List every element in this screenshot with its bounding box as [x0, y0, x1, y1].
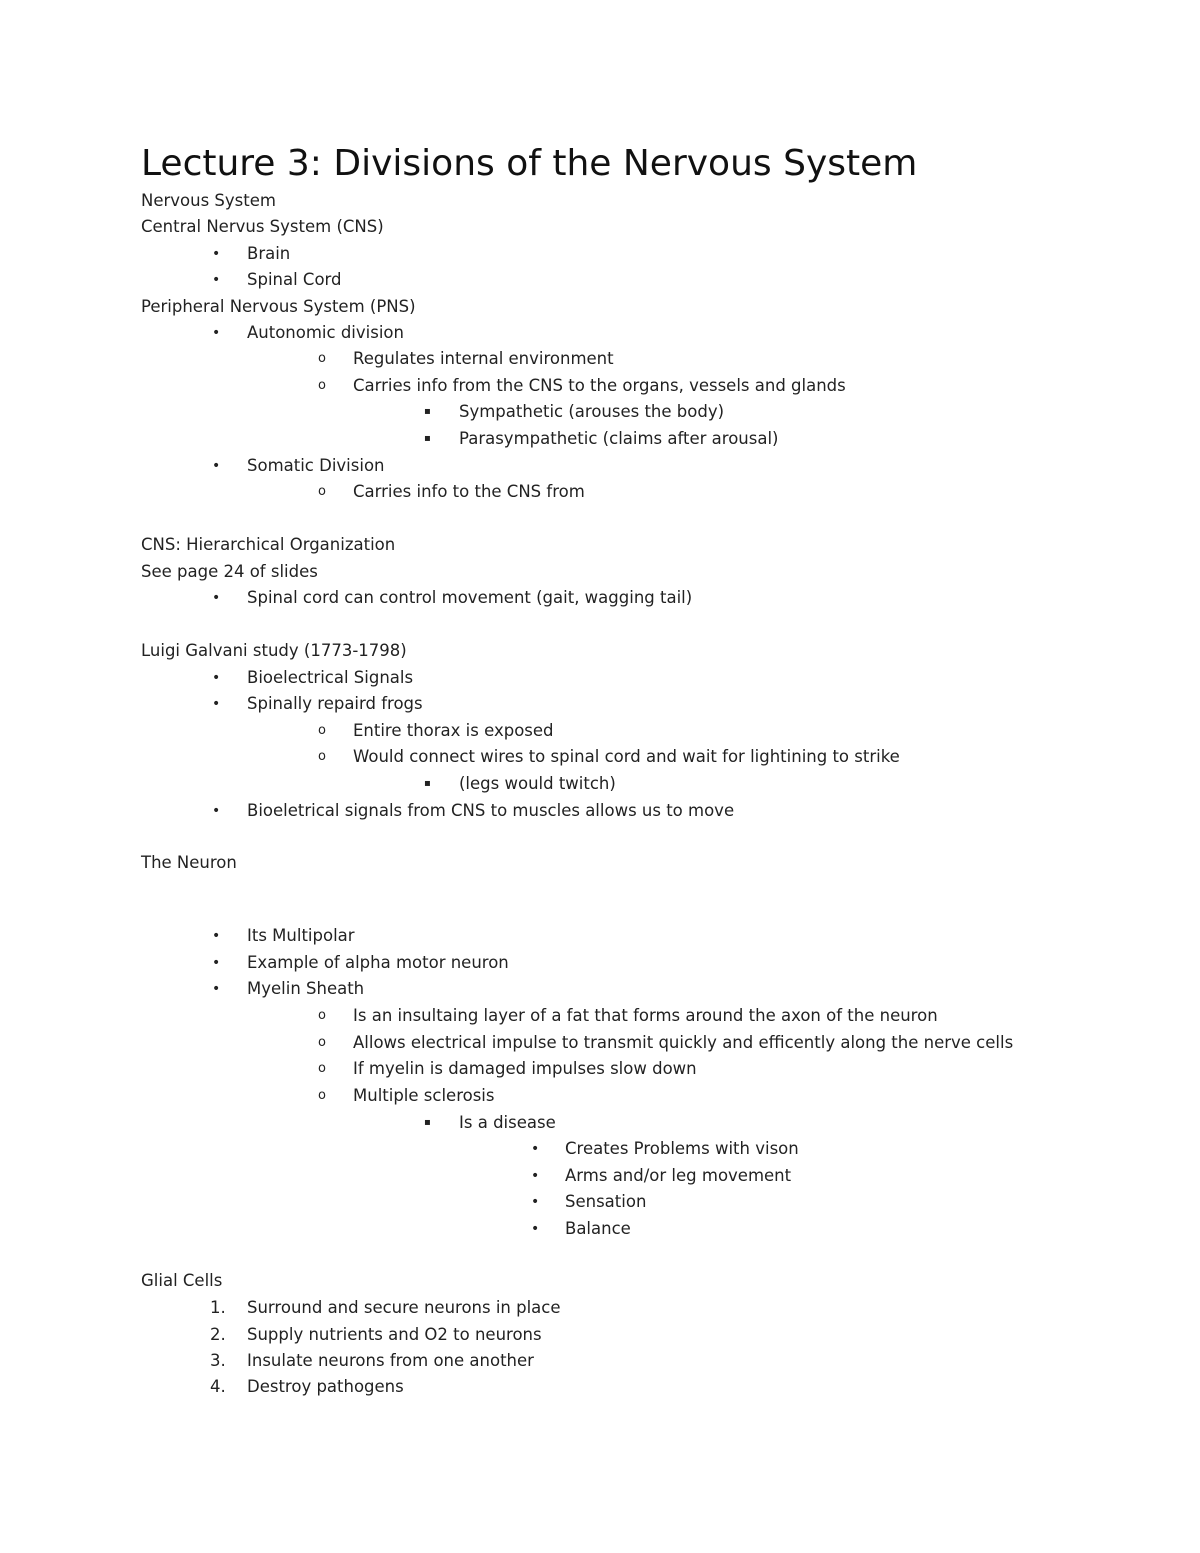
line-text: Central Nervus System (CNS)	[141, 217, 384, 236]
section-heading	[0, 561, 1200, 583]
line-text: Autonomic division	[247, 323, 404, 342]
list-item	[0, 375, 1200, 397]
line-text: If myelin is damaged impulses slow down	[353, 1059, 697, 1078]
list-item	[0, 1297, 1200, 1319]
list-item	[0, 1324, 1200, 1346]
list-item	[0, 1218, 1200, 1240]
bullet-marker: •	[531, 1168, 540, 1184]
line-text: Example of alpha motor neuron	[247, 953, 509, 972]
bullet-marker: o	[318, 1008, 326, 1023]
list-item	[0, 322, 1200, 344]
list-item	[0, 720, 1200, 742]
bullet-marker: •	[212, 955, 221, 971]
line-text: Destroy pathogens	[247, 1377, 404, 1396]
line-text: Carries info from the CNS to the organs, vessels and glands	[353, 376, 846, 395]
list-item	[0, 746, 1200, 768]
line-text: Allows electrical impulse to transmit quickly and efficently along the nerve cells	[353, 1033, 1014, 1052]
list-number: 3.	[210, 1351, 226, 1370]
line-text: CNS: Hierarchical Organization	[141, 535, 396, 554]
line-text: Multiple sclerosis	[353, 1086, 495, 1105]
bullet-marker: •	[212, 670, 221, 686]
line-text: Insulate neurons from one another	[247, 1351, 534, 1370]
section-heading	[0, 852, 1200, 874]
list-item	[0, 1032, 1200, 1054]
line-text: (legs would twitch)	[459, 774, 616, 793]
bullet-marker: o	[318, 351, 326, 366]
line-text: Arms and/or leg movement	[565, 1166, 792, 1185]
list-item	[0, 693, 1200, 715]
list-item	[0, 243, 1200, 265]
line-text: Supply nutrients and O2 to neurons	[247, 1325, 542, 1344]
bullet-marker: ▪	[424, 1117, 431, 1128]
bullet-marker: ▪	[424, 778, 431, 789]
line-text: Is a disease	[459, 1113, 556, 1132]
list-item	[0, 481, 1200, 503]
list-item	[0, 800, 1200, 822]
list-item	[0, 773, 1200, 795]
line-text: Carries info to the CNS from	[353, 482, 585, 501]
line-text: Entire thorax is exposed	[353, 721, 554, 740]
bullet-marker: •	[212, 803, 221, 819]
line-text: Luigi Galvani study (1773-1798)	[141, 641, 407, 660]
line-text: Is an insultaing layer of a fat that forms around the axon of the neuron	[353, 1006, 938, 1025]
list-number: 4.	[210, 1377, 226, 1396]
page-title: Lecture 3: Divisions of the Nervous System	[141, 143, 918, 184]
line-text: Would connect wires to spinal cord and wait for lightining to strike	[353, 747, 900, 766]
bullet-marker: •	[212, 272, 221, 288]
section-heading	[0, 534, 1200, 556]
list-item	[0, 1376, 1200, 1398]
line-text: Parasympathetic (claims after arousal)	[459, 429, 779, 448]
list-item	[0, 925, 1200, 947]
bullet-marker: o	[318, 723, 326, 738]
bullet-marker: •	[212, 325, 221, 341]
list-item	[0, 1058, 1200, 1080]
line-text: Nervous System	[141, 191, 276, 210]
section-heading	[0, 640, 1200, 662]
line-text: Brain	[247, 244, 291, 263]
list-item	[0, 1005, 1200, 1027]
bullet-marker: o	[318, 1088, 326, 1103]
list-item	[0, 1085, 1200, 1107]
line-text: Creates Problems with vison	[565, 1139, 799, 1158]
list-item	[0, 1138, 1200, 1160]
line-text: Spinal cord can control movement (gait, wagging tail)	[247, 588, 693, 607]
line-text: Somatic Division	[247, 456, 385, 475]
list-item	[0, 348, 1200, 370]
list-item	[0, 269, 1200, 291]
line-text: Surround and secure neurons in place	[247, 1298, 561, 1317]
list-item	[0, 667, 1200, 689]
bullet-marker: •	[212, 246, 221, 262]
line-text: Its Multipolar	[247, 926, 355, 945]
bullet-marker: o	[318, 1035, 326, 1050]
bullet-marker: •	[531, 1141, 540, 1157]
section-heading	[0, 1270, 1200, 1292]
section-heading	[0, 216, 1200, 238]
list-number: 1.	[210, 1298, 226, 1317]
bullet-marker: •	[212, 590, 221, 606]
list-item	[0, 978, 1200, 1000]
bullet-marker: o	[318, 378, 326, 393]
bullet-marker: •	[212, 928, 221, 944]
line-text: Bioeletrical signals from CNS to muscles allows us to move	[247, 801, 735, 820]
section-heading	[0, 190, 1200, 212]
list-item	[0, 428, 1200, 450]
line-text: Spinally repaird frogs	[247, 694, 423, 713]
line-text: Balance	[565, 1219, 631, 1238]
bullet-marker: ▪	[424, 406, 431, 417]
bullet-marker: o	[318, 1061, 326, 1076]
bullet-marker: •	[212, 981, 221, 997]
line-text: Myelin Sheath	[247, 979, 365, 998]
list-item	[0, 1165, 1200, 1187]
list-item	[0, 1112, 1200, 1134]
line-text: Spinal Cord	[247, 270, 342, 289]
bullet-marker: ▪	[424, 433, 431, 444]
line-text: The Neuron	[141, 853, 237, 872]
section-heading	[0, 296, 1200, 318]
line-text: See page 24 of slides	[141, 562, 318, 581]
line-text: Peripheral Nervous System (PNS)	[141, 297, 416, 316]
list-item	[0, 401, 1200, 423]
bullet-marker: •	[531, 1221, 540, 1237]
list-item	[0, 587, 1200, 609]
list-number: 2.	[210, 1325, 226, 1344]
bullet-marker: •	[212, 696, 221, 712]
bullet-marker: •	[212, 458, 221, 474]
list-item	[0, 952, 1200, 974]
line-text: Sensation	[565, 1192, 647, 1211]
bullet-marker: •	[531, 1194, 540, 1210]
list-item	[0, 455, 1200, 477]
line-text: Sympathetic (arouses the body)	[459, 402, 725, 421]
line-text: Glial Cells	[141, 1271, 223, 1290]
line-text: Regulates internal environment	[353, 349, 614, 368]
list-item	[0, 1350, 1200, 1372]
bullet-marker: o	[318, 749, 326, 764]
line-text: Bioelectrical Signals	[247, 668, 414, 687]
list-item	[0, 1191, 1200, 1213]
bullet-marker: o	[318, 484, 326, 499]
